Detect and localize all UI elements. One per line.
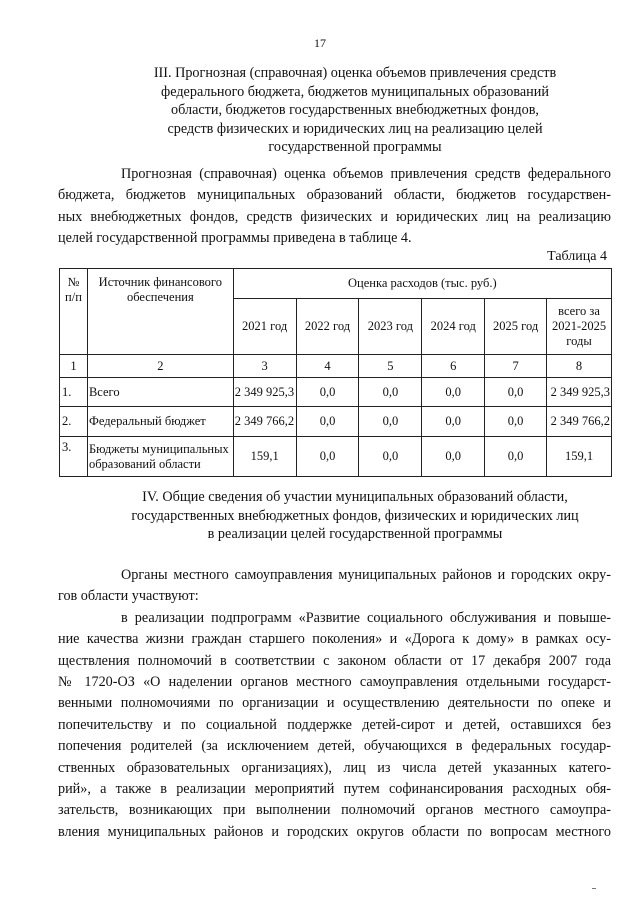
heading-line: IV. Общие сведения об участии муниципальных образований области, bbox=[142, 489, 568, 505]
heading-line: области, бюджетов государственных внебюджетных фондов, bbox=[171, 102, 539, 118]
header-year: 2023 год bbox=[359, 299, 422, 355]
row-number: 1. bbox=[60, 378, 88, 407]
header-year: 2024 год bbox=[422, 299, 485, 355]
table-row bbox=[60, 437, 612, 477]
paragraph-line: целей государственной программы приведена в таблице 4. bbox=[58, 230, 412, 247]
row-source: Бюджеты муниципальных образований области bbox=[87, 437, 233, 477]
row-value: 0,0 bbox=[296, 378, 359, 407]
row-source: Федеральный бюджет bbox=[87, 407, 233, 437]
row-value: 0,0 bbox=[422, 378, 485, 407]
row-number: 2. bbox=[60, 407, 88, 437]
column-number: 4 bbox=[296, 355, 359, 378]
table-row bbox=[60, 407, 612, 437]
table-caption: Таблица 4 bbox=[547, 249, 607, 264]
row-total: 2 349 766,2 bbox=[547, 407, 612, 437]
paragraph-line: попечения родителей (за исключением детей, обучающихся в федеральных государ- bbox=[58, 738, 611, 755]
header-year: 2022 год bbox=[296, 299, 359, 355]
section-4-paragraph bbox=[58, 565, 611, 843]
paragraph-line: ние качества жизни граждан старшего поколения» и «Дорога к дому» в рамках осу- bbox=[58, 631, 611, 648]
row-value: 0,0 bbox=[422, 407, 485, 437]
heading-line: государственных внебюджетных фондов, физических и юридических лиц bbox=[131, 507, 579, 524]
row-number: 3. bbox=[60, 437, 88, 477]
header-year: 2021 год bbox=[233, 299, 296, 355]
paragraph-line: ственных образовательных организациях), лиц из числа детей указанных катего- bbox=[58, 759, 611, 776]
paragraph-line: гов области участвуют: bbox=[58, 588, 199, 605]
row-value: 0,0 bbox=[359, 407, 422, 437]
header-num: № п/п bbox=[60, 269, 88, 355]
section-3-paragraph bbox=[58, 164, 611, 250]
paragraph-line: бюджета, бюджетов муниципальных образований области, бюджетов государствен- bbox=[58, 187, 611, 204]
paragraph-line: № 1720-ОЗ «О наделении органов местного самоуправления отдельными государст- bbox=[58, 674, 611, 691]
row-value: 2 349 766,2 bbox=[233, 407, 296, 437]
table-row bbox=[60, 378, 612, 407]
heading-line: в реализации целей государственной программы bbox=[207, 526, 503, 542]
paragraph-line: ществления полномочий в соответствии с законом области от 17 декабря 2007 года bbox=[58, 652, 611, 669]
section-4-heading bbox=[90, 488, 620, 544]
section-3-heading bbox=[90, 64, 620, 157]
row-value: 0,0 bbox=[359, 437, 422, 477]
row-value: 0,0 bbox=[359, 378, 422, 407]
paragraph-line: венными полномочиями по организации и осуществлению деятельности по опеке и bbox=[58, 695, 611, 712]
row-total: 2 349 925,3 bbox=[547, 378, 612, 407]
paragraph-line: зательств, возникающих при выполнении полномочий органов местного самоупра- bbox=[58, 802, 611, 819]
paragraph-line: рий», а также в реализации мероприятий путем софинансирования расходных обя- bbox=[58, 781, 611, 798]
heading-line: III. Прогнозная (справочная) оценка объемов привлечения средств bbox=[153, 65, 557, 81]
paragraph-line: Органы местного самоуправления муниципальных районов и городских окру- bbox=[121, 567, 611, 583]
paragraph-line: вления муниципальных районов и городских округов области по вопросам местного bbox=[58, 823, 611, 840]
heading-line: государственной программы bbox=[268, 139, 442, 155]
row-value: 0,0 bbox=[485, 437, 547, 477]
heading-line: средств физических и юридических лиц на реализацию целей bbox=[167, 120, 543, 137]
row-value: 0,0 bbox=[485, 407, 547, 437]
row-value: 0,0 bbox=[422, 437, 485, 477]
header-source: Источник финансового обеспечения bbox=[87, 269, 233, 355]
scan-mark bbox=[592, 888, 596, 889]
header-total: всего за 2021-2025 годы bbox=[547, 299, 612, 355]
row-value: 159,1 bbox=[233, 437, 296, 477]
heading-line: федерального бюджета, бюджетов муниципальных образований bbox=[161, 83, 549, 100]
row-source: Всего bbox=[87, 378, 233, 407]
row-value: 0,0 bbox=[296, 437, 359, 477]
funding-table bbox=[59, 268, 612, 477]
paragraph-line: ных внебюджетных фондов, средств физических и юридических лиц на реализацию bbox=[58, 208, 611, 225]
paragraph-line: Прогнозная (справочная) оценка объемов привлечения средств федерального bbox=[121, 166, 611, 182]
paragraph-line: попечительству и по социальной поддержке детей-сирот и детей, оставшихся без bbox=[58, 716, 611, 733]
paragraph-line: в реализации подпрограмм «Развитие социального обслуживания и повыше- bbox=[121, 609, 611, 626]
column-number: 1 bbox=[60, 355, 88, 378]
header-year: 2025 год bbox=[485, 299, 547, 355]
column-number: 5 bbox=[359, 355, 422, 378]
column-number: 2 bbox=[87, 355, 233, 378]
column-number: 8 bbox=[547, 355, 612, 378]
column-number-row bbox=[60, 355, 612, 378]
row-value: 0,0 bbox=[485, 378, 547, 407]
row-total: 159,1 bbox=[547, 437, 612, 477]
row-value: 2 349 925,3 bbox=[233, 378, 296, 407]
column-number: 3 bbox=[233, 355, 296, 378]
column-number: 6 bbox=[422, 355, 485, 378]
page-number: 17 bbox=[314, 36, 326, 50]
row-value: 0,0 bbox=[296, 407, 359, 437]
column-number: 7 bbox=[485, 355, 547, 378]
header-estimate: Оценка расходов (тыс. руб.) bbox=[233, 269, 611, 299]
